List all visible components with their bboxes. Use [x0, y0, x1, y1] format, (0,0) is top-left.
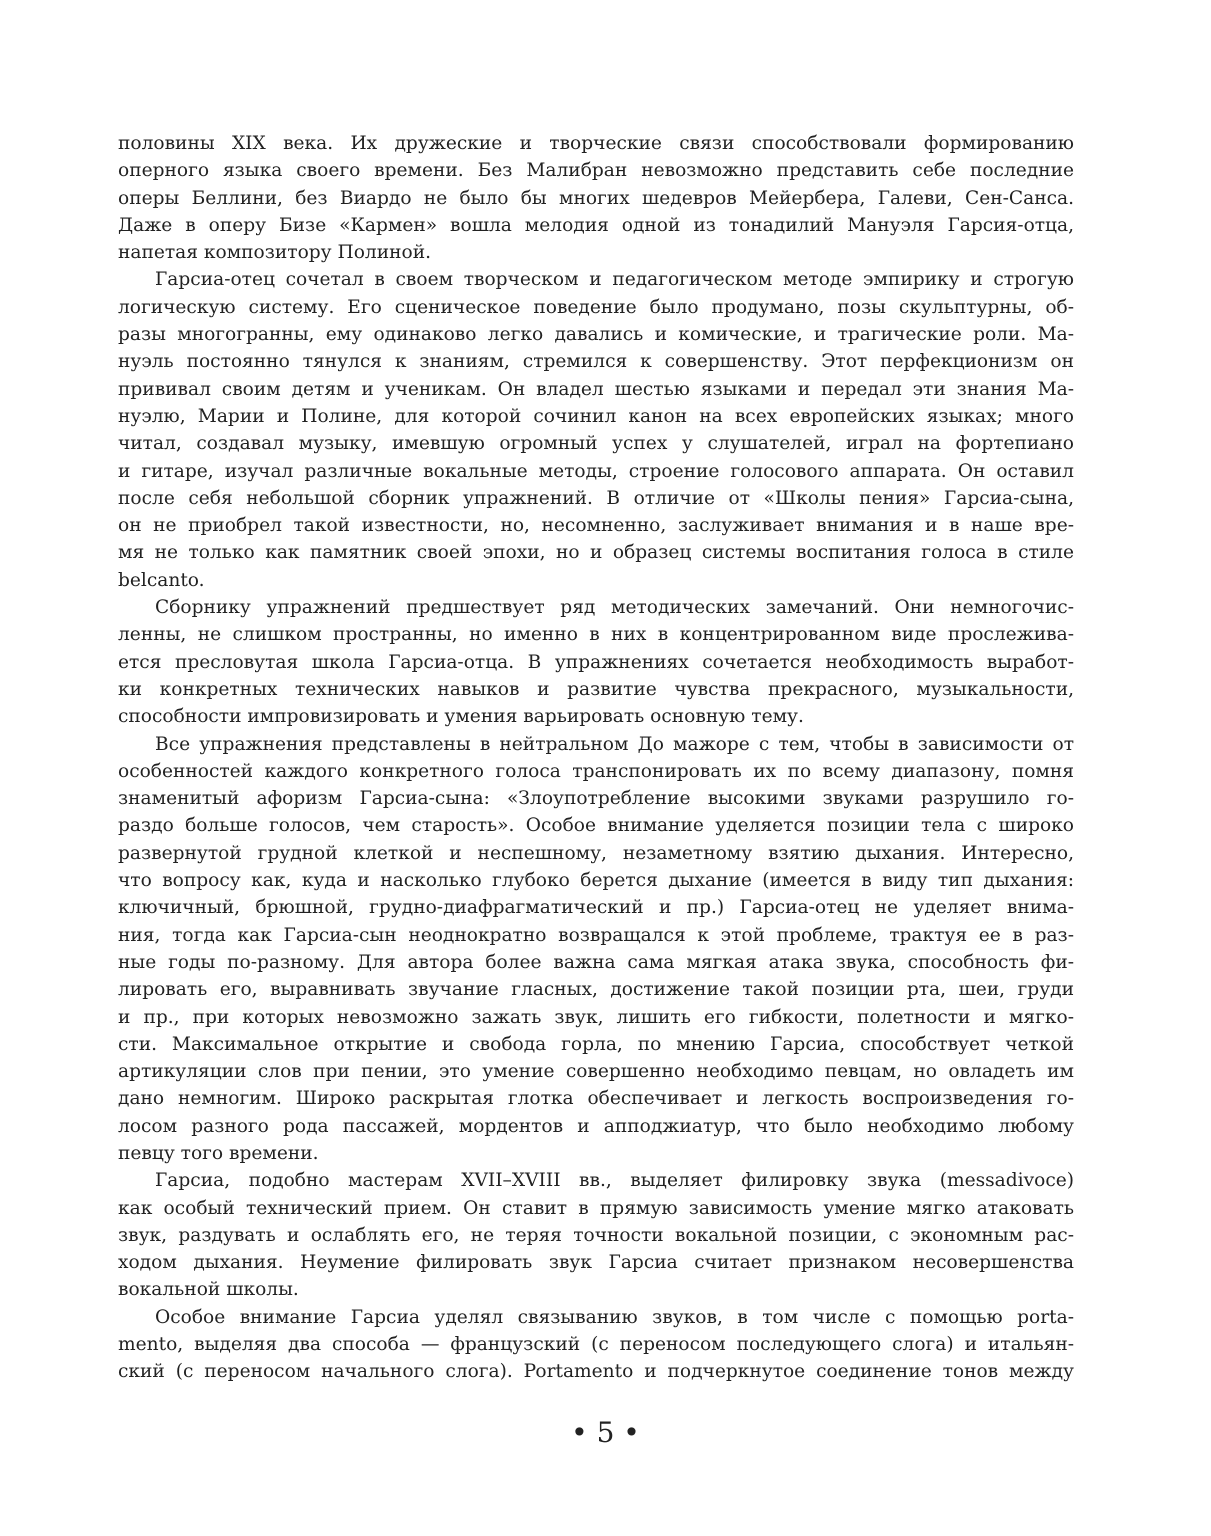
- text-line: оперы Беллини, без Виардо не было бы многих шедевров Мейербера, Галеви, Сен-Санса.: [118, 187, 1074, 209]
- text-line: половины XIX века. Их дружеские и творческие связи способствовали формированию: [118, 133, 1074, 154]
- text-line: артикуляции слов при пении, это умение совершенно необходимо певцам, но овладеть им: [118, 1061, 1074, 1083]
- paragraph: [118, 266, 1074, 594]
- text-line: Особое внимание Гарсиа уделял связыванию звуков, в том числе с помощью porta-: [155, 1306, 1074, 1328]
- text-line: звук, раздувать и ослаблять его, не теряя точности вокальной позиции, с экономным рас-: [118, 1224, 1074, 1246]
- text-line: дано немногим. Широко раскрытая глотка обеспечивает и легкость воспроизведения го-: [118, 1088, 1074, 1110]
- text-line: логическую систему. Его сценическое поведение было продумано, позы скульптурны, об-: [118, 296, 1074, 318]
- text-line: ходом дыхания. Неумение филировать звук Гарсиа считает признаком несовершенства: [118, 1252, 1074, 1274]
- text-line: Гарсиа-отец сочетал в своем творческом и педагогическом методе эмпирику и строгую: [155, 269, 1074, 291]
- text-line: оперного языка своего времени. Без Малибран невозможно представить себе последние: [118, 160, 1074, 182]
- text-line: и гитаре, изучал различные вокальные методы, строение голосового аппарата. Он оставил: [118, 460, 1074, 482]
- text-line: ский (с переносом начального слога). Portamento и подчеркнутое соединение тонов между: [118, 1361, 1074, 1383]
- text-line: Сборнику упражнений предшествует ряд методических замечаний. Они немногочис-: [155, 597, 1074, 619]
- paragraph: [118, 130, 1074, 266]
- text-line: раздо больше голосов, чем старость». Особое внимание уделяется позиции тела с широко: [118, 815, 1074, 837]
- text-line: как особый технический прием. Он ставит в прямую зависимость умение мягко атаковать: [118, 1197, 1074, 1219]
- paragraph: [118, 1167, 1074, 1303]
- text-line: что вопросу как, куда и насколько глубоко берется дыхание (имеется в виду тип дыхания:: [118, 870, 1074, 892]
- text-line: ется пресловутая школа Гарсиа-отца. В упражнениях сочетается необходимость выработ-: [118, 651, 1074, 673]
- text-line: прививал своим детям и ученикам. Он владел шестью языками и передал эти знания Ма-: [118, 378, 1074, 400]
- text-line: читал, создавал музыку, имевшую огромный успех у слушателей, играл на фортепиано: [118, 433, 1074, 455]
- text-line: после себя небольшой сборник упражнений. В отличие от «Школы пения» Гарсиа-сына,: [118, 487, 1074, 509]
- text-line: ленны, не слишком пространны, но именно в них в концентрированном виде прослежива-: [118, 624, 1074, 646]
- text-line: ные годы по-разному. Для автора более важна сама мягкая атака звука, способность фи-: [118, 951, 1074, 973]
- text-line: Даже в оперу Бизе «Кармен» вошла мелодия одной из тонадилий Мануэля Гарсия-отца,: [118, 214, 1074, 236]
- text-line: лировать его, выравнивать звучание гласных, достижение такой позиции рта, шеи, груди: [118, 979, 1074, 1001]
- text-line: ки конкретных технических навыков и развитие чувства прекрасного, музыкальности,: [118, 678, 1074, 700]
- text-line: ния, тогда как Гарсиа-сын неоднократно возвращался к этой проблеме, трактуя ее в раз-: [118, 924, 1074, 946]
- body-text: [118, 130, 1074, 1386]
- text-line: Все упражнения представлены в нейтральном До мажоре с тем, чтобы в зависимости от: [155, 733, 1074, 755]
- text-line: Гарсиа, подобно мастерам XVII–XVIII вв., выделяет филировку звука (messadivoce): [155, 1170, 1074, 1192]
- paragraph: [118, 731, 1074, 1168]
- text-line: он не приобрел такой известности, но, несомненно, заслуживает внимания и в наше вре-: [118, 515, 1074, 537]
- text-line: певцу того времени.: [118, 1142, 319, 1164]
- text-line: и пр., при которых невозможно зажать звук, лишить его гибкости, полетности и мягко-: [118, 1006, 1074, 1028]
- text-line: развернутой грудной клеткой и неспешному, незаметному взятию дыхания. Интересно,: [118, 842, 1074, 864]
- text-line: нуэль постоянно тянулся к знаниям, стремился к совершенству. Этот перфекционизм он: [118, 351, 1074, 373]
- text-line: мя не только как памятник своей эпохи, но и образец системы воспитания голоса в стиле: [118, 542, 1074, 564]
- text-line: belcanto.: [118, 569, 205, 591]
- text-line: mento, выделяя два способа — французский (с переносом последующего слога) и итальян-: [118, 1334, 1074, 1356]
- page-number: • 5 •: [571, 1416, 640, 1449]
- text-line: ключичный, брюшной, грудно-диафрагматический и пр.) Гарсиа-отец не уделяет внима-: [118, 897, 1074, 919]
- text-line: лосом разного рода пассажей, мордентов и апподжиатур, что было необходимо любому: [118, 1115, 1074, 1137]
- text-line: способности импровизировать и умения варьировать основную тему.: [118, 706, 804, 728]
- text-line: разы многогранны, ему одинаково легко давались и комические, и трагические роли. Ма-: [118, 324, 1074, 346]
- text-line: особенностей каждого конкретного голоса транспонировать их по всему диапазону, помня: [118, 760, 1074, 782]
- text-line: напетая композитору Полиной.: [118, 242, 432, 264]
- text-line: сти. Максимальное открытие и свобода горла, по мнению Гарсиа, способствует четкой: [118, 1033, 1074, 1055]
- paragraph: [118, 594, 1074, 730]
- text-line: нуэлю, Марии и Полине, для которой сочинил канон на всех европейских языках; много: [118, 405, 1074, 427]
- text-line: вокальной школы.: [118, 1279, 299, 1301]
- paragraph: [118, 1304, 1074, 1386]
- text-line: знаменитый афоризм Гарсиа-сына: «Злоупотребление высокими звуками разрушило го-: [118, 788, 1074, 810]
